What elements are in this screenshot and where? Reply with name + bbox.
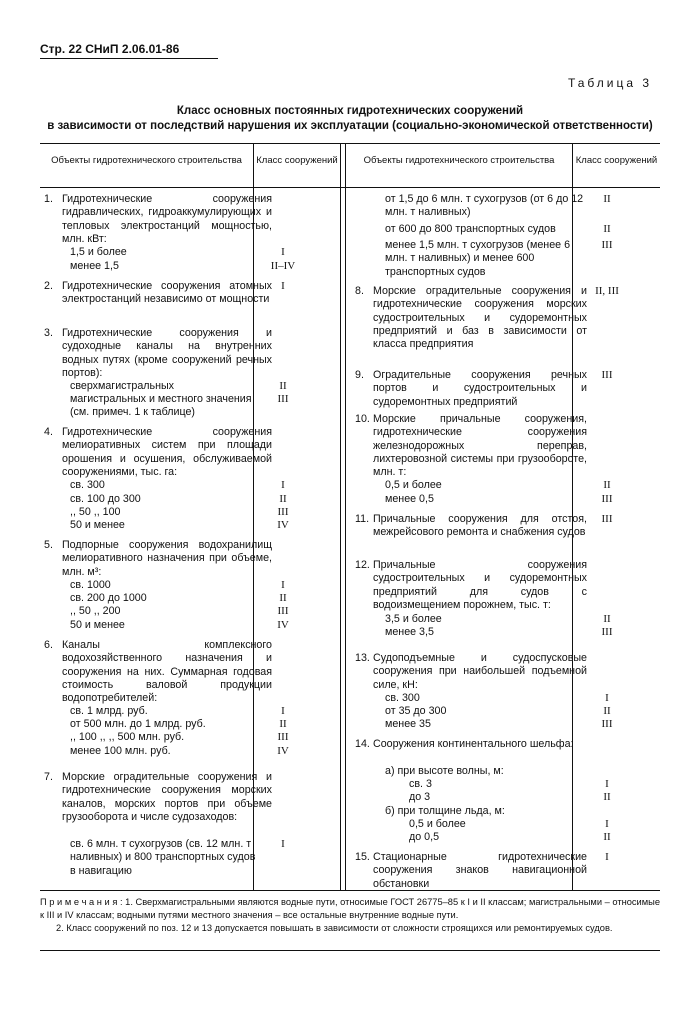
list-item: 11. Причальные сооружения для отстоя, межрейсового ремонта и снабжения судов (355, 513, 587, 539)
classification-table: Объекты гидротехнического строительства Класс сооружений Объекты гидротехнического строительства Класс сооружений 1. Гидротехнические сооружения гидравлических, гидроаккумулирующих и тепловых электростанций мощностью, млн. кВт: 1,5 и более менее 1,5 2. Гидротехнические сооружения атомных электростанций независимо от мощности 3. Гидротехнические сооружения и судоходные каналы на внутренних водных путях (кроме сооружений речных портов): сверхмагистральных магистральных и местного значения (см. примеч. 1 к таблице) 4. Гидротехнические сооружения мелиоративных систем при площади орошения и осушения, обслуживаемой сооружениями, тыс. га: св. 300 св. 100 до 300 ,, 50 ,, 100 50 и менее 5. Подпорные сооружения водохранилищ мелиоративного назначения при объеме, млн. м³: св. 1000 св. 200 до 1000 ,, 50 ,, 200 50 и менее 6. Каналы комплексного водохозяйственного назначения и сооружения на них. Суммарная годовая стоимость валовой продукции водопотребителей: св. 1 млрд. руб. от 500 млн. до 1 млрд. руб. ,, 100 ,, ,, 500 млн. руб. менее 100 млн. руб. 7. Морские оградительные сооружения и гидротехнические сооружения морских каналов, морских портов при объеме грузооборота и числе судозаходов: св. 6 млн. т сухогрузов (св. 12 млн. т наливных) и 800 транспортных судов в навигацию I II–IV I II III I II III IV I II III IV I II III IV I от 1,5 до 6 млн. т сухогрузов (от 6 до 12 млн. т наливных) от 600 до 800 транспортных судов менее 1,5 млн. т сухогрузов (менее 6 млн. т наливных) и менее 600 транспортных судов 8. Морские оградительные сооружения и гидротехнические сооружения морских судостроительных и судоремонтных предприятий и баз в зависимости от класса предприятия 9. Оградительные сооружения речных портов и судостроительных и судоремонтных предприятий 10. Морские причальные сооружения, гидротехнические сооружения железнодорожных переправ, лихтеровозной системы при грузообороте, млн. т: 0,5 и более менее 0,5 11. Причальные сооружения для отстоя, межрейсового ремонта и снабжения судов 12. Причальные сооружения судостроительных и судоремонтных предприятий для судов с водоизмещением порожнем, тыс. т: 3,5 и более менее 3,5 13. Судоподъемные и судоспусковые сооружения при наибольшей подъемной силе, кН: св. 300 от 35 до 300 менее 35 14. Сооружения континентального шельфа: а) при высоте волны, м: св. 3 до 3 б) при толщине льда, м: 0,5 и более до 0,5 15. Стационарные гидротехнические сооружения знаков навигационной обстановки II II III II, III III II III III II III I II III I II I II I (40, 143, 660, 891)
table-title (40, 104, 660, 134)
header-class-right: Класс сооружений (575, 155, 658, 166)
table-number: Таблица 3 (567, 76, 652, 90)
title-line-1: Класс основных постоянных гидротехнических сооружений (176, 105, 524, 117)
note-1: П р и м е ч а н и я : 1. Сверхмагистральными являются водные пути, относимые ГОСТ 26775–85 к I и II классам; магистральными – относимые к III и IV классам; водными путями местного значения – все остальные внутренние водные пути. (40, 897, 660, 920)
list-item: 8. Морские оградительные сооружения и гидротехнические сооружения морских судостроительных и судоремонтных предприятий и баз в зависимости от класса предприятия (355, 285, 587, 351)
list-item: 6. Каналы комплексного водохозяйственного назначения и сооружения на них. Суммарная годовая стоимость валовой продукции водопотребителей: (44, 639, 272, 705)
list-item: от 1,5 до 6 млн. т сухогрузов (от 6 до 12 млн. т наливных) (385, 193, 584, 219)
list-item: менее 1,5 млн. т сухогрузов (менее 6 млн. т наливных) и менее 600 транспортных судов (385, 239, 571, 278)
list-item: 5. Подпорные сооружения водохранилищ мелиоративного назначения при объеме, млн. м³: (44, 539, 272, 578)
list-item: 1. Гидротехнические сооружения гидравлических, гидроаккумулирующих и тепловых электростанций мощностью, млн. кВт: (44, 193, 272, 245)
list-item: 7. Морские оградительные сооружения и гидротехнические сооружения морских каналов, морских портов при объеме грузооборота и числе судозаходов: (44, 771, 272, 823)
table-top-rule (40, 143, 660, 144)
header-objects-right: Объекты гидротехнического строительства (363, 155, 555, 166)
list-item: 15. Стационарные гидротехнические сооружения знаков навигационной обстановки (355, 851, 587, 890)
header-objects-left: Объекты гидротехнического строительства (51, 155, 242, 166)
list-item: 2. Гидротехнические сооружения атомных электростанций независимо от мощности (44, 280, 272, 306)
list-item: 10. Морские причальные сооружения, гидротехнические сооружения железнодорожных переправ, лихтеровозной системы при грузообороте, млн. т: (355, 413, 587, 479)
list-item: 14. Сооружения континентального шельфа: (355, 738, 574, 750)
header-underline (40, 58, 218, 59)
table-notes (40, 896, 660, 935)
table-header-rule (40, 187, 660, 188)
column-divider (345, 143, 346, 891)
header-class-left: Класс сооружений (256, 155, 338, 166)
list-item: 3. Гидротехнические сооружения и судоходные каналы на внутренних водных путях (кроме сооружений речных портов): (44, 327, 272, 379)
list-item: 13. Судоподъемные и судоспусковые сооружения при наибольшей подъемной силе, кН: (355, 652, 587, 691)
page-header: Стр. 22 СНиП 2.06.01-86 (40, 42, 180, 56)
list-item: 9. Оградительные сооружения речных портов и судостроительных и судоремонтных предприятий (355, 369, 587, 408)
list-item: 12. Причальные сооружения судостроительных и судоремонтных предприятий для судов с водоизмещением порожнем, тыс. т: (355, 559, 587, 611)
note-2: 2. Класс сооружений по поз. 12 и 13 допускается повышать в зависимости от сложности строящихся или ремонтируемых судов. (56, 923, 613, 933)
title-line-2: в зависимости от последствий нарушения их эксплуатации (социально-экономической ответственности) (47, 120, 653, 132)
column-divider (340, 143, 341, 891)
list-item: 4. Гидротехнические сооружения мелиоративных систем при площади орошения и осушения, обслуживаемой сооружениями, тыс. га: (44, 426, 272, 478)
bottom-rule (40, 950, 660, 951)
